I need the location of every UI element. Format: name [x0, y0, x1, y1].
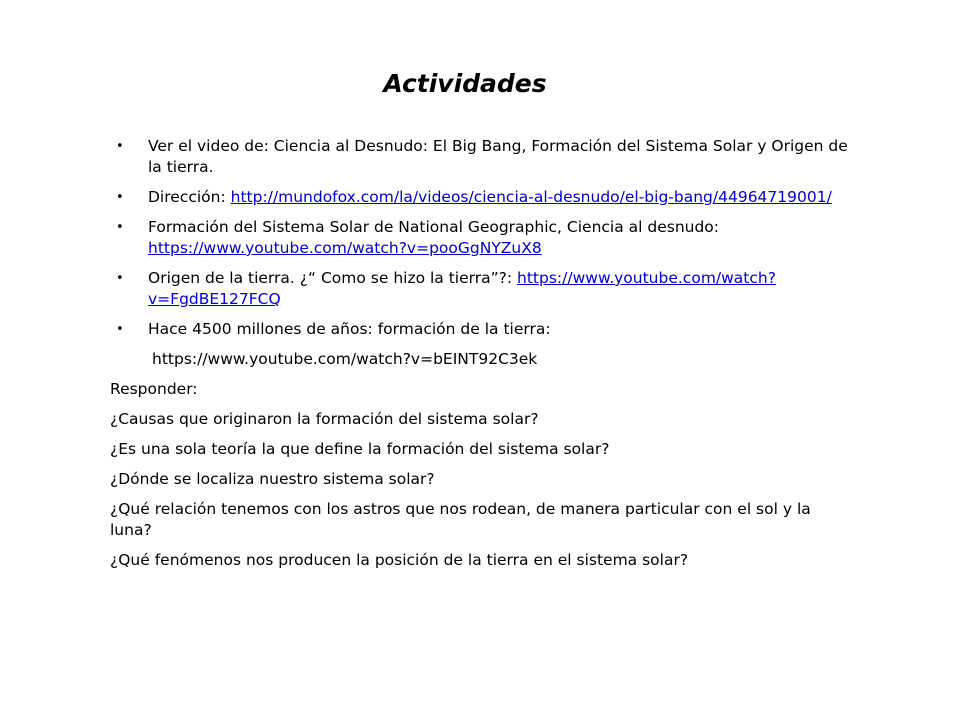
bullet-text: Origen de la tierra. ¿“ Como se hizo la tierra”?:	[148, 269, 518, 287]
bullet-item	[110, 319, 850, 340]
extra-url-text: https://www.youtube.com/watch?v=bEINT92C3ek	[152, 350, 538, 368]
question-item: ¿Qué relación tenemos con los astros que nos rodean, de manera particular con el sol y la luna?	[110, 500, 811, 539]
bullet-icon: •	[116, 271, 124, 286]
bullet-icon: •	[116, 190, 124, 205]
question-item: ¿Qué fenómenos nos producen la posición de la tierra en el sistema solar?	[110, 551, 689, 569]
video-link-national-geographic[interactable]: https://www.youtube.com/watch?v=pooGgNYZuX8	[148, 239, 542, 257]
slide-content	[110, 136, 850, 580]
question-item: ¿Causas que originaron la formación del sistema solar?	[110, 410, 539, 428]
question-item: ¿Es una sola teoría la que define la formación del sistema solar?	[110, 440, 610, 458]
question-item: ¿Dónde se localiza nuestro sistema solar?	[110, 470, 435, 488]
slide-title: Actividades	[383, 69, 547, 98]
bullet-item	[110, 187, 850, 208]
bullet-text: Formación del Sistema Solar de National Geographic, Ciencia al desnudo:	[148, 218, 720, 236]
bullet-icon: •	[116, 322, 124, 337]
bullet-text: Ver el video de: Ciencia al Desnudo: El Big Bang, Formación del Sistema Solar y Origen de la tierra.	[148, 137, 848, 176]
video-link-mundofox[interactable]: http://mundofox.com/la/videos/ciencia-al-desnudo/el-big-bang/44964719001/	[230, 188, 832, 206]
bullet-item	[110, 268, 850, 310]
bullet-item	[110, 217, 850, 259]
bullet-icon: •	[116, 220, 124, 235]
bullet-text: Dirección:	[148, 188, 231, 206]
bullet-icon: •	[116, 139, 124, 154]
video-link-origen-tierra[interactable]: https://www.youtube.com/watch?v=FgdBE127FCQ	[148, 269, 776, 308]
respond-label: Responder:	[110, 380, 198, 398]
bullet-text: Hace 4500 millones de años: formación de la tierra:	[148, 320, 551, 338]
bullet-item	[110, 136, 850, 178]
